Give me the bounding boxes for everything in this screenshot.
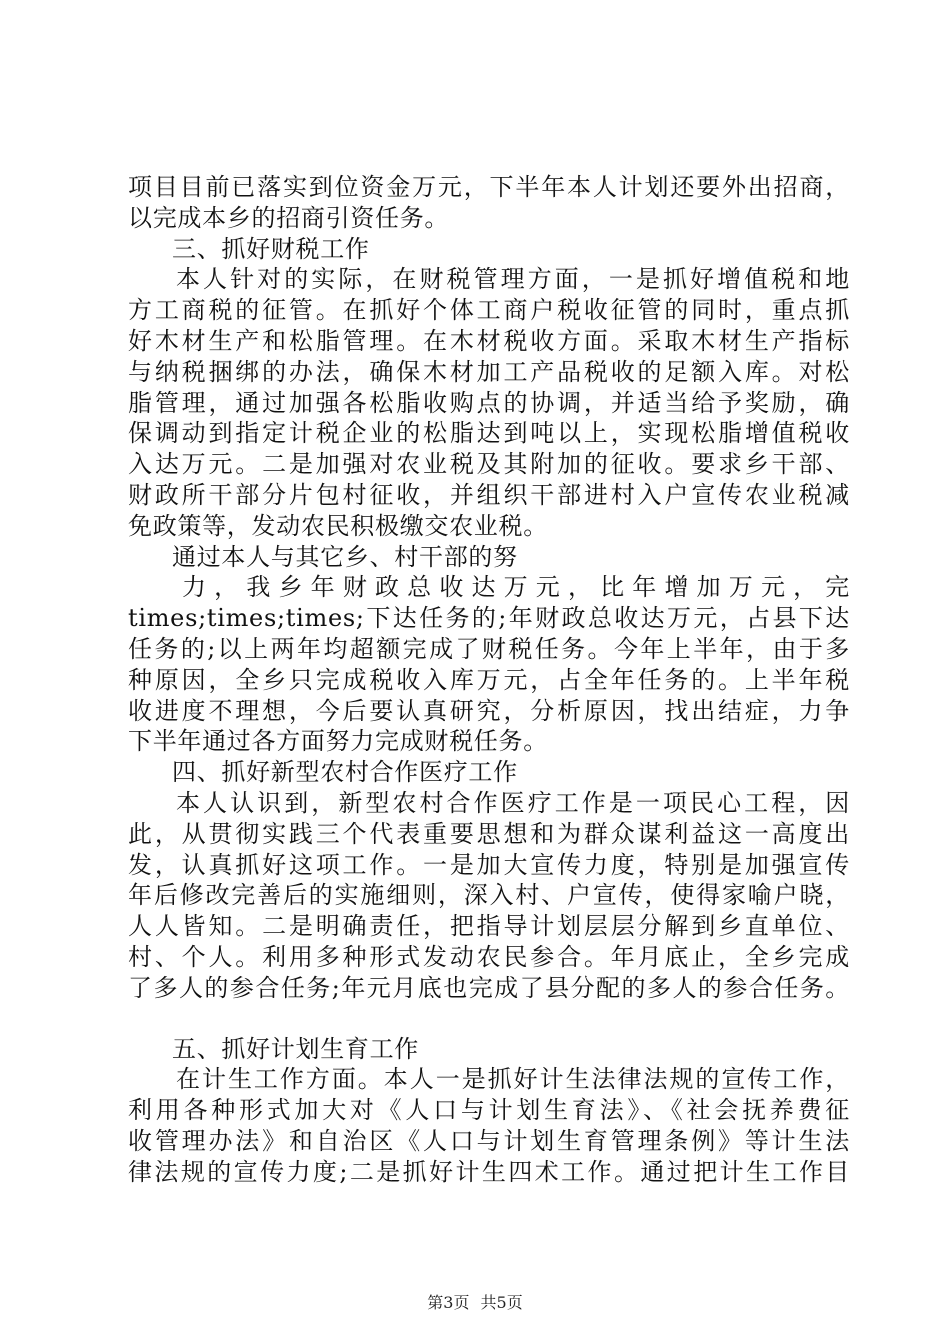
paragraph-first-line: 本人针对的实际，在财税管理方面，一是抓好增值税和地 (176, 265, 850, 294)
paragraph-first-line: 在计生工作方面。本人一是抓好计生法律法规的宣传工作， (176, 1065, 850, 1094)
body-line: 项目目前已落实到位资金万元，下半年本人计划还要外出招商， (128, 173, 850, 201)
body-line: 律法规的宣传力度;二是抓好计生四术工作。通过把计生工作目 (128, 1157, 850, 1186)
section-heading: 五、抓好计划生育工作 (172, 1034, 419, 1063)
body-line: 下半年通过各方面努力完成财税任务。 (128, 727, 548, 756)
page-number: 第3页 (427, 1293, 470, 1312)
body-line: 好木材生产和松脂管理。在木材税收方面。采取木材生产指标 (128, 326, 850, 355)
body-line: 力，我乡年财政总收达万元，比年增加万元，完 (182, 573, 850, 602)
body-line: 方工商税的征管。在抓好个体工商户税收征管的同时，重点抓 (128, 296, 850, 325)
page-footer (0, 1290, 950, 1313)
paragraph-first-line: 通过本人与其它乡、村干部的努 (172, 542, 518, 571)
body-line: 了多人的参合任务;年元月底也完成了县分配的多人的参合任务。 (128, 973, 850, 1002)
body-line: 脂管理，通过加强各松脂收购点的协调，并适当给予奖励，确 (128, 388, 850, 417)
section-heading: 三、抓好财税工作 (172, 234, 370, 263)
body-line: 发，认真抓好这项工作。一是加大宣传力度，特别是加强宣传 (128, 850, 850, 879)
body-line: 财政所干部分片包村征收，并组织干部进村入户宣传农业税减 (128, 480, 850, 509)
body-line: 收管理办法》和自治区《人口与计划生育管理条例》等计生法 (128, 1126, 850, 1155)
page-total: 共5页 (480, 1293, 523, 1312)
body-line: times;times;times;下达任务的;年财政总收达万元，占县下达 (128, 604, 850, 633)
body-line: 种原因，全乡只完成税收入库万元，占全年任务的。上半年税 (128, 665, 850, 694)
paragraph-gap (128, 1004, 850, 1034)
body-line: 收进度不理想，今后要认真研究，分析原因，找出结症，力争 (128, 696, 850, 725)
body-line: 与纳税捆绑的办法，确保木材加工产品税收的足额入库。对松 (128, 357, 850, 386)
body-line: 人人皆知。二是明确责任，把指导计划层层分解到乡直单位、 (128, 912, 850, 941)
body-line: 保调动到指定计税企业的松脂达到吨以上，实现松脂增值税收 (128, 419, 850, 448)
document-body (128, 172, 850, 1188)
body-line: 以完成本乡的招商引资任务。 (128, 203, 450, 232)
body-line: 年后修改完善后的实施细则，深入村、户宣传，使得家喻户晓， (128, 881, 850, 910)
body-line: 利用各种形式加大对《人口与计划生育法》、《社会抚养费征 (128, 1096, 850, 1125)
body-line: 入达万元。二是加强对农业税及其附加的征收。要求乡干部、 (128, 450, 850, 479)
body-line: 此，从贯彻实践三个代表重要思想和为群众谋利益这一高度出 (128, 819, 850, 848)
body-line: 任务的;以上两年均超额完成了财税任务。今年上半年，由于多 (128, 634, 850, 663)
body-line: 免政策等，发动农民积极缴交农业税。 (128, 511, 548, 540)
section-heading: 四、抓好新型农村合作医疗工作 (172, 758, 518, 787)
paragraph-first-line: 本人认识到，新型农村合作医疗工作是一项民心工程，因 (176, 788, 850, 817)
body-line: 村、个人。利用多种形式发动农民参合。年月底止，全乡完成 (128, 942, 850, 971)
